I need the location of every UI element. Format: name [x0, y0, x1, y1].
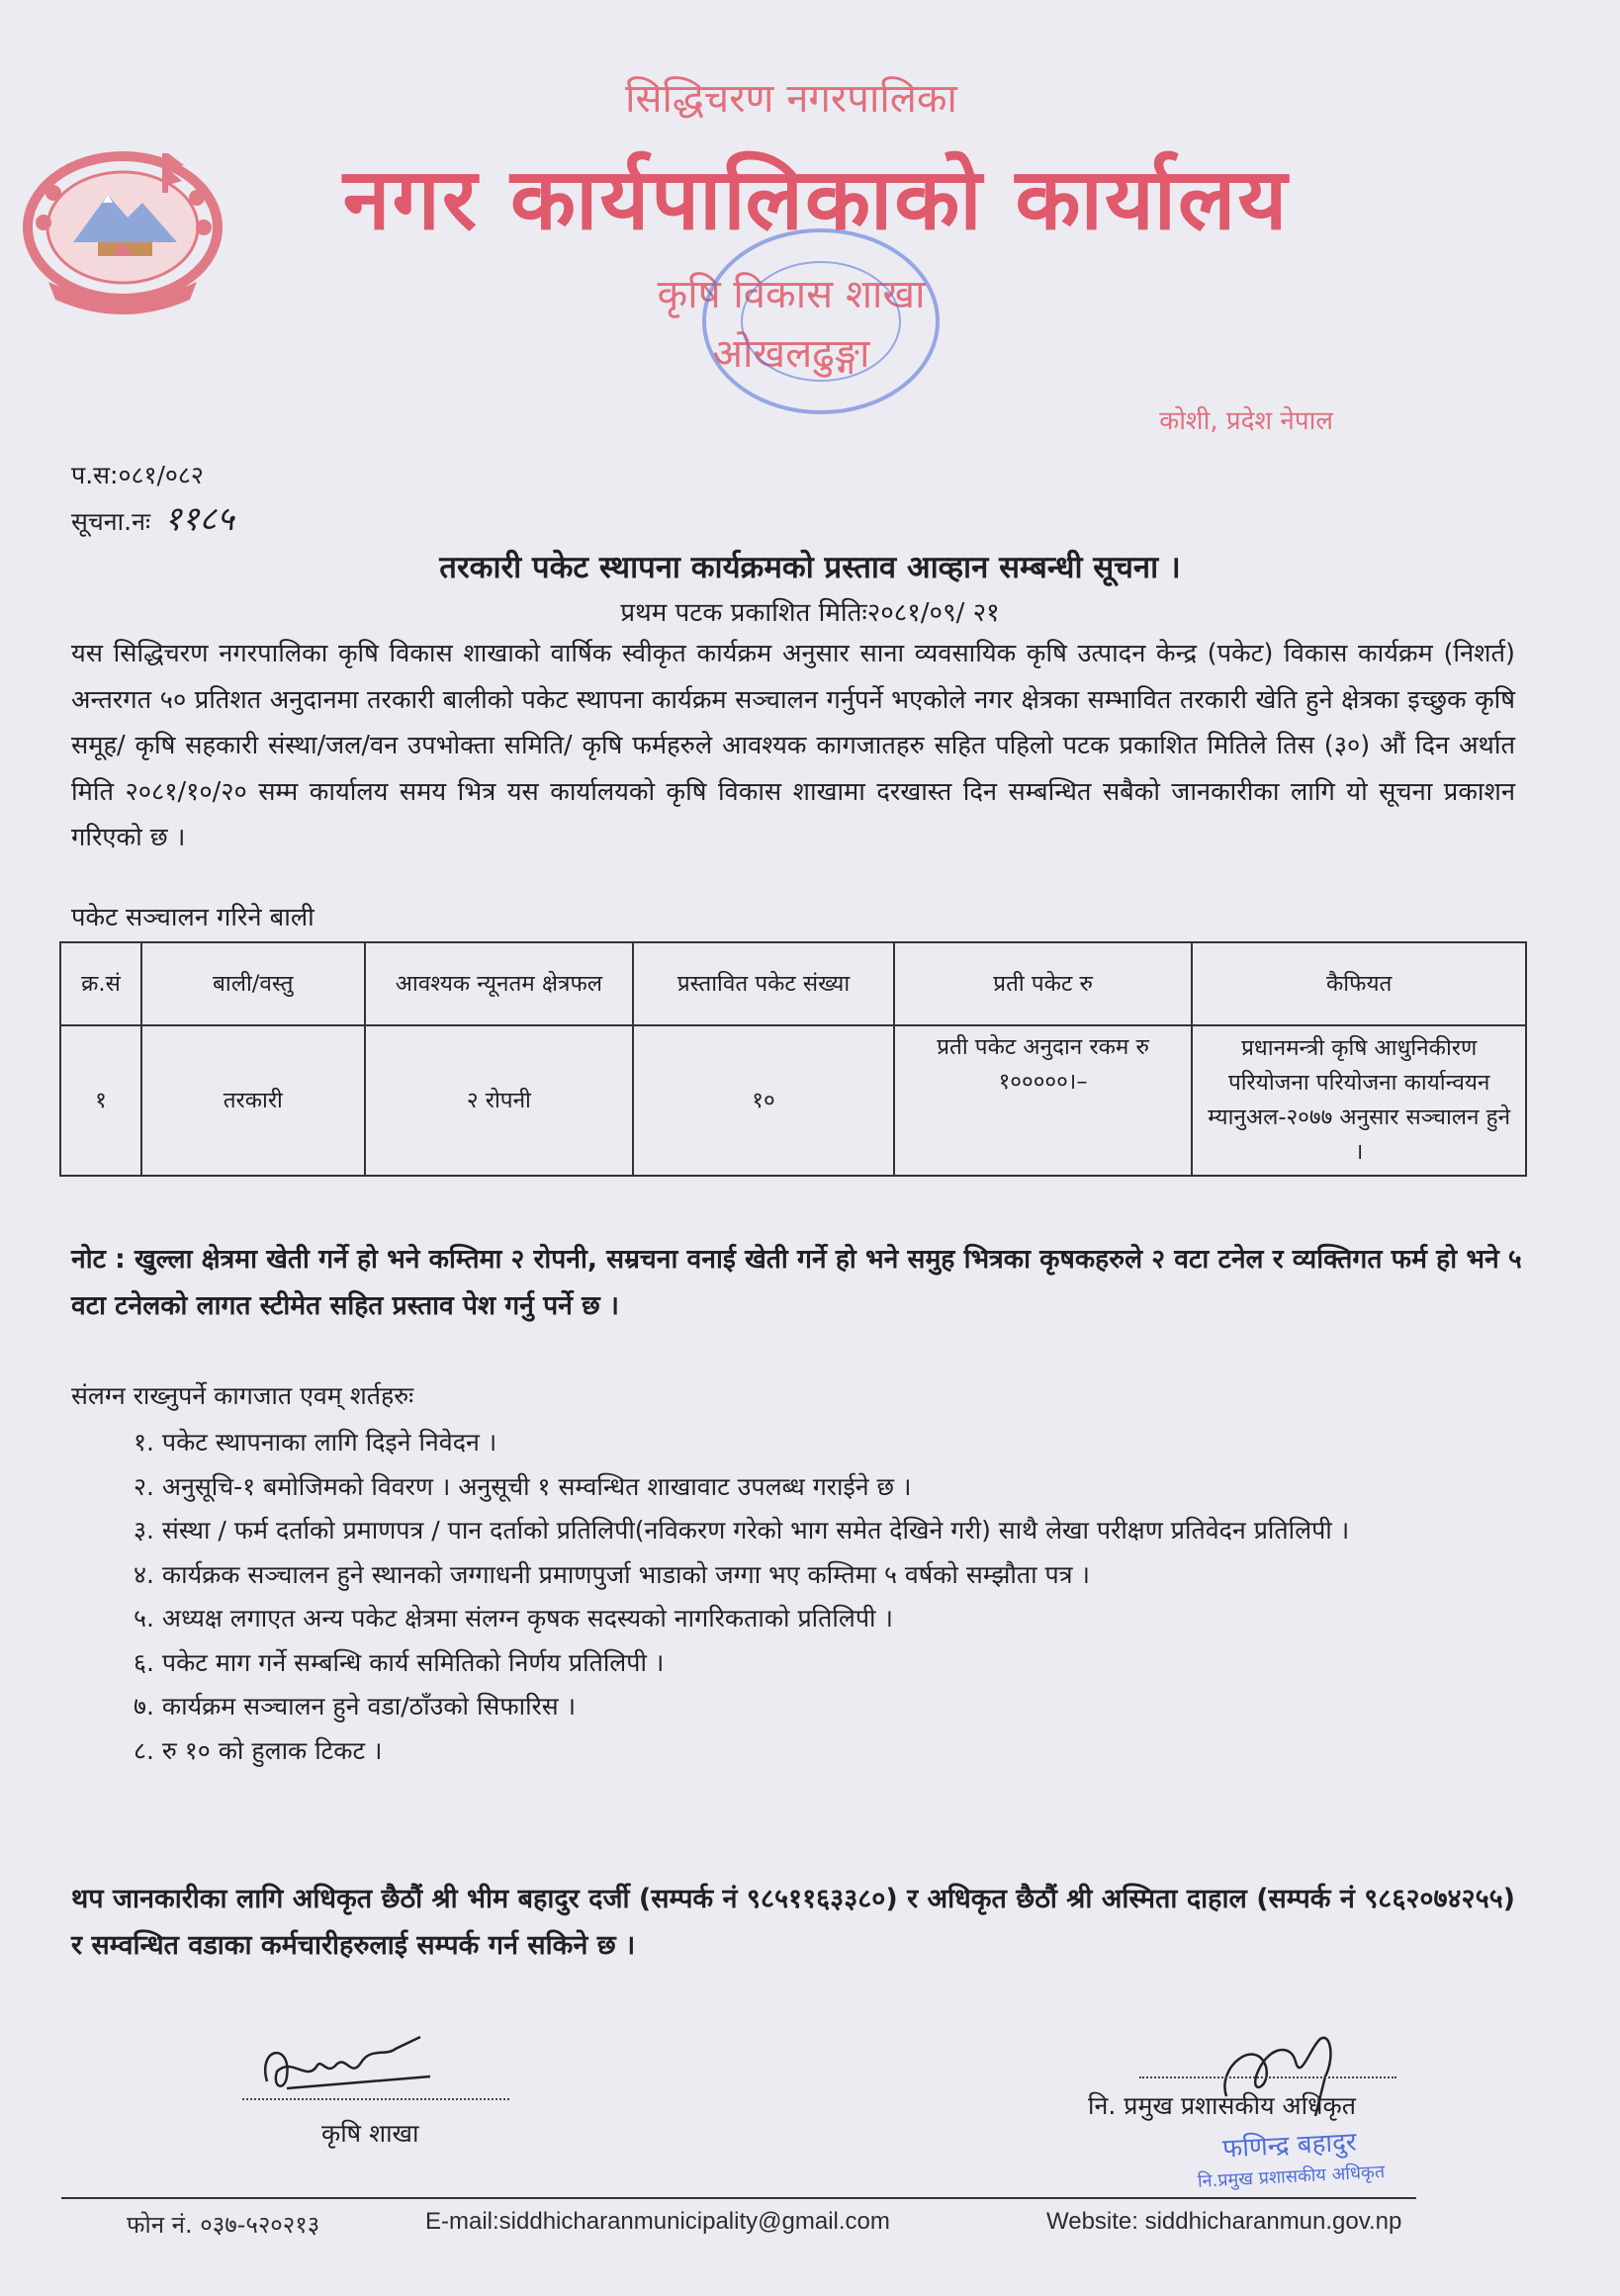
table-header-cell: प्रती पकेट रु	[894, 942, 1193, 1025]
footer-website: Website: siddhicharanmun.gov.np	[1046, 2208, 1402, 2235]
table-row	[60, 1025, 1526, 1176]
list-item: ४. कार्यक्रक सञ्चालन हुने स्थानको जग्गाधनी प्रमाणपुर्जा भाडाको जग्गा भए कम्तिमा ५ वर्षको सम्झौता पत्र ।	[134, 1559, 1090, 1589]
note-paragraph: नोट : खुल्ला क्षेत्रमा खेती गर्ने हो भने कम्तिमा २ रोपनी, सम्रचना वनाई खेती गर्ने हो भने समुह भित्रका कृषकहरुले २ वटा टनेल र व्यक्तिगत फर्म हो भने ५ वटा टनेलको लागत स्टीमेत सहित प्रस्ताव पेश गर्नु पर्ने छ ।	[71, 1244, 1522, 1321]
table-header-cell: क्र.सं	[60, 942, 141, 1025]
table-cell: १	[60, 1025, 141, 1176]
table-cell: तरकारी	[141, 1025, 365, 1176]
list-item: १. पकेट स्थापनाका लागि दिइने निवेदन ।	[134, 1428, 497, 1457]
notice-number: ११८५	[163, 499, 234, 539]
municipality-name: सिद्धिचरण नगरपालिका	[625, 76, 957, 122]
office-stamp-icon	[692, 218, 949, 425]
table-cell: प्रती पकेट अनुदान रकम रु १०००००।–	[894, 1025, 1193, 1176]
table-header-cell: आवश्यक न्यूनतम क्षेत्रफल	[365, 942, 634, 1025]
contact-paragraph: थप जानकारीका लागि अधिकृत छैठौं श्री भीम बहादुर दर्जी (सम्पर्क नं ९८५११६३३८०) र अधिकृत छैठौं श्री अस्मिता दाहाल (सम्पर्क नं ९८६२०७४२५५) र सम्वन्धित वडाका कर्मचारीहरुलाई सम्पर्क गर्न सकिने छ ।	[71, 1884, 1515, 1961]
office-name: नगर कार्यपालिकाको कार्यालय	[342, 150, 1290, 249]
table-caption: पकेट सञ्चालन गरिने बाली	[71, 903, 315, 932]
province-name: कोशी, प्रदेश नेपाल	[1159, 406, 1333, 436]
signature-line-right	[1139, 2076, 1396, 2078]
signature-right-label: नि. प्रमुख प्रशासकीय अधिकृत	[1088, 2091, 1356, 2120]
list-item: २. अनुसूचि-१ बमोजिमको विवरण । अनुसूची १ सम्वन्धित शाखावाट उपलब्ध गराईने छ ।	[134, 1471, 912, 1501]
notice-title: तरकारी पकेट स्थापना कार्यक्रमको प्रस्ताव आव्हान सम्बन्धी सूचना ।	[439, 550, 1181, 585]
officer-stamp	[1145, 2120, 1436, 2214]
table-header-cell: बाली/वस्तु	[141, 942, 365, 1025]
signature-left-icon	[247, 2027, 445, 2106]
attachments-list	[134, 1421, 1513, 1773]
publish-date: प्रथम पटक प्रकाशित मितिः२०८१/०९/ २१	[620, 598, 1000, 628]
table-cell: प्रधानमन्त्री कृषि आधुनिकीरण परियोजना परियोजना कार्यान्वयन म्यानुअल-२०७७ अनुसार सञ्चालन हुने ।	[1192, 1025, 1526, 1176]
table-cell: १०	[633, 1025, 894, 1176]
notice-number-label: सूचना.नः	[71, 507, 150, 536]
list-item: ८. रु १० को हुलाक टिकट ।	[134, 1735, 383, 1765]
body-paragraph: यस सिद्धिचरण नगरपालिका कृषि विकास शाखाको वार्षिक स्वीकृत कार्यक्रम अनुसार साना व्यवसायिक कृषि उत्पादन केन्द्र (पकेट) विकास कार्यक्रम (निशर्त) अन्तरगत ५० प्रतिशत अनुदानमा तरकारी बालीको पकेट स्थापना कार्यक्रम सञ्चालन गर्नुपर्ने भएकोले नगर क्षेत्रका सम्भावित तरकारी खेति हुने क्षेत्रका इच्छुक कृषि समूह/ कृषि सहकारी संस्था/जल/वन उपभोक्ता समिति/ कृषि फर्महरुले आवश्यक कागजातहरु सहित पहिलो पटक प्रकाशित मितिले तिस (३०) औं दिन अर्थात मिति २०८१/१०/२० सम्म कार्यालय समय भित्र यस कार्यालयको कृषि विकास शाखामा दरखास्त दिन सम्बन्धित सबैको जानकारीका लागि यो सूचना प्रकाशन गरिएको छ ।	[71, 639, 1515, 852]
list-item: ६. पकेट माग गर्ने सम्बन्धि कार्य समितिको निर्णय प्रतिलिपी ।	[134, 1647, 665, 1677]
signature-left-label: कृषि शाखा	[321, 2119, 419, 2148]
notice-number-ref	[71, 494, 234, 540]
table-cell: २ रोपनी	[365, 1025, 634, 1176]
crop-table	[59, 941, 1527, 1177]
signature-line-left	[242, 2098, 509, 2100]
branch-name: कृषि विकास शाखा	[657, 272, 926, 317]
footer-phone: फोन नं. ०३७-५२०२१३	[127, 2211, 320, 2239]
table-header-row	[60, 942, 1526, 1025]
fiscal-year-ref: प.स:०८१/०८२	[71, 461, 204, 489]
footer-email: E-mail:siddhicharanmunicipality@gmail.com	[425, 2208, 890, 2235]
stamp-officer-name: फणिन्द्र बहादुर	[1221, 2127, 1358, 2164]
attachments-heading: संलग्न राख्नुपर्ने कागजात एवम् शर्तहरुः	[71, 1381, 414, 1410]
list-item: ५. अध्यक्ष लगाएत अन्य पकेट क्षेत्रमा संलग्न कृषक सदस्यको नागरिकताको प्रतिलिपी ।	[134, 1604, 893, 1633]
list-item: ७. कार्यक्रम सञ्चालन हुने वडा/ठाँउको सिफारिस ।	[134, 1692, 577, 1721]
stamp-officer-title: नि.प्रमुख प्रशासकीय अधिकृत	[1197, 2162, 1386, 2192]
footer-divider	[61, 2197, 1416, 2199]
district-name: ओखलढुङ्गा	[712, 331, 870, 377]
table-header-cell: कैफियत	[1192, 942, 1526, 1025]
table-header-cell: प्रस्तावित पकेट संख्या	[633, 942, 894, 1025]
list-item: ३. संस्था / फर्म दर्ताको प्रमाणपत्र / पान दर्ताको प्रतिलिपी(नविकरण गरेको भाग समेत देखिने गरी) साथै लेखा परीक्षण प्रतिवेदन प्रतिलिपी ।	[134, 1516, 1350, 1545]
